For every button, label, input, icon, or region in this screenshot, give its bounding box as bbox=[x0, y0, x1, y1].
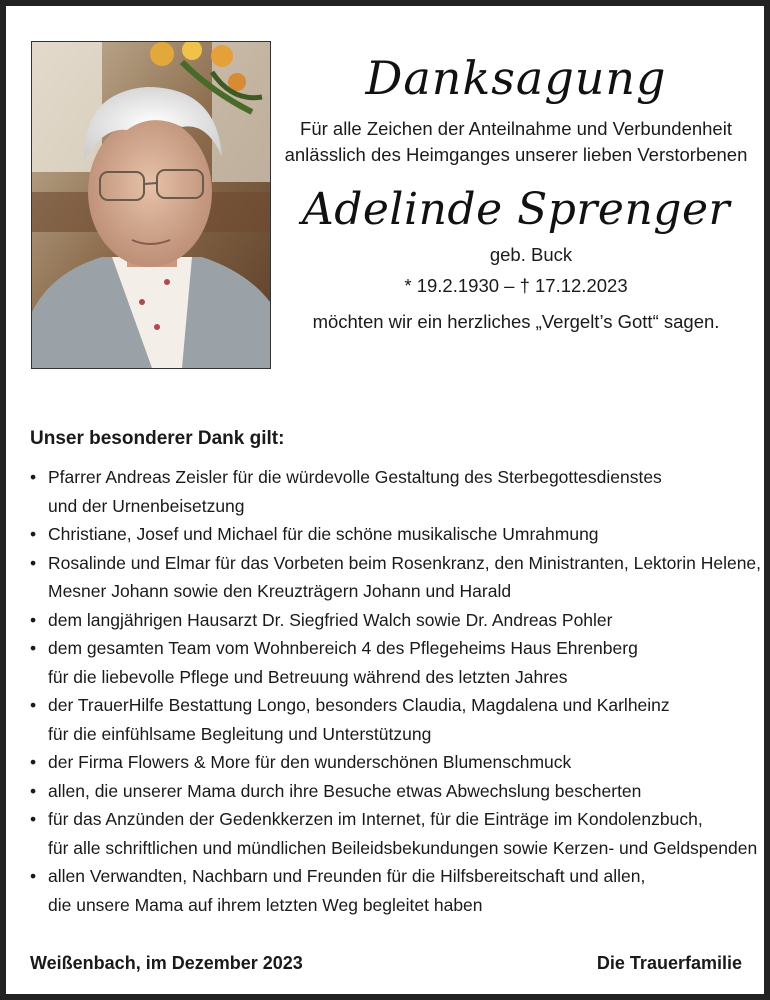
bullet-icon: • bbox=[30, 752, 37, 772]
signature: Die Trauerfamilie bbox=[596, 953, 742, 973]
portrait-illustration bbox=[32, 42, 270, 368]
thanks-line: für die einfühlsame Begleitung und Unterstützung bbox=[48, 723, 432, 744]
thanks-line: Mesner Johann sowie den Kreuzträgern Johann und Harald bbox=[48, 581, 512, 601]
thanks-item bbox=[30, 549, 760, 606]
thanks-item bbox=[30, 805, 760, 862]
thanks-line: dem langjährigen Hausarzt Dr. Siegfried Walch sowie Dr. Andreas Pohler bbox=[48, 609, 613, 630]
place-date: Weißenbach, im Dezember 2023 bbox=[30, 953, 303, 973]
portrait-photo bbox=[31, 41, 271, 369]
thanks-item bbox=[30, 634, 760, 691]
bullet-icon: • bbox=[30, 638, 37, 658]
card-title: Danksagung bbox=[365, 51, 667, 105]
thanks-line: Rosalinde und Elmar für das Vorbeten beim Rosenkranz, den Ministranten, Lektorin Helene, bbox=[48, 552, 762, 573]
thanks-line: allen, die unserer Mama durch ihre Besuche etwas Abwechslung bescherten bbox=[48, 780, 642, 801]
thanks-line: allen Verwandten, Nachbarn und Freunden für die Hilfsbereitschaft und allen, bbox=[48, 866, 646, 886]
bullet-icon: • bbox=[30, 524, 37, 544]
thanks-line: für die liebevolle Pflege und Betreuung während des letzten Jahres bbox=[48, 666, 568, 687]
thanks-line: der TrauerHilfe Bestattung Longo, besonders Claudia, Magdalena und Karlheinz bbox=[48, 695, 670, 715]
bullet-icon: • bbox=[30, 609, 37, 630]
bullet-icon: • bbox=[30, 467, 37, 487]
born-name: geb. Buck bbox=[489, 244, 573, 265]
thanks-line: für alle schriftlichen und mündlichen Beileidsbekundungen sowie Kerzen- und Geldspenden bbox=[48, 837, 758, 858]
closing-text: möchten wir ein herzliches „Vergelt’s Gott“ sagen. bbox=[312, 311, 720, 332]
deceased-name: Adelinde Sprenger bbox=[301, 184, 731, 235]
bullet-icon: • bbox=[30, 695, 37, 715]
thanks-heading: Unser besonderer Dank gilt: bbox=[30, 428, 285, 449]
thanks-line: dem gesamten Team vom Wohnbereich 4 des Pflegeheims Haus Ehrenberg bbox=[48, 638, 638, 658]
bullet-icon: • bbox=[30, 809, 37, 829]
thanks-line: und der Urnenbeisetzung bbox=[48, 495, 245, 516]
thanks-item bbox=[30, 748, 760, 777]
intro-line: Für alle Zeichen der Anteilnahme und Verbundenheit bbox=[300, 118, 732, 139]
thanks-line: Christiane, Josef und Michael für die schöne musikalische Umrahmung bbox=[48, 524, 599, 544]
thanks-item bbox=[30, 691, 760, 748]
life-dates: * 19.2.1930 – † 17.12.2023 bbox=[404, 275, 628, 296]
thanks-item bbox=[30, 463, 760, 520]
bullet-icon: • bbox=[30, 866, 37, 886]
thanks-list bbox=[30, 463, 760, 919]
thanks-line: der Firma Flowers & More für den wunderschönen Blumenschmuck bbox=[48, 752, 572, 772]
thanks-item bbox=[30, 862, 760, 919]
bullet-icon: • bbox=[30, 552, 37, 573]
intro-line: anlässlich des Heimganges unserer lieben Verstorbenen bbox=[284, 144, 748, 165]
header-block bbox=[276, 46, 756, 336]
thanks-line: Pfarrer Andreas Zeisler für die würdevolle Gestaltung des Sterbegottesdienstes bbox=[48, 467, 662, 487]
thanks-item bbox=[30, 520, 760, 549]
thanks-item bbox=[30, 777, 760, 806]
intro-text bbox=[276, 116, 756, 168]
bullet-icon: • bbox=[30, 780, 37, 801]
thanks-line: die unsere Mama auf ihrem letzten Weg begleitet haben bbox=[48, 894, 483, 915]
thanks-line: für das Anzünden der Gedenkkerzen im Internet, für die Einträge im Kondolenzbuch, bbox=[48, 809, 703, 829]
thanks-item bbox=[30, 606, 760, 635]
